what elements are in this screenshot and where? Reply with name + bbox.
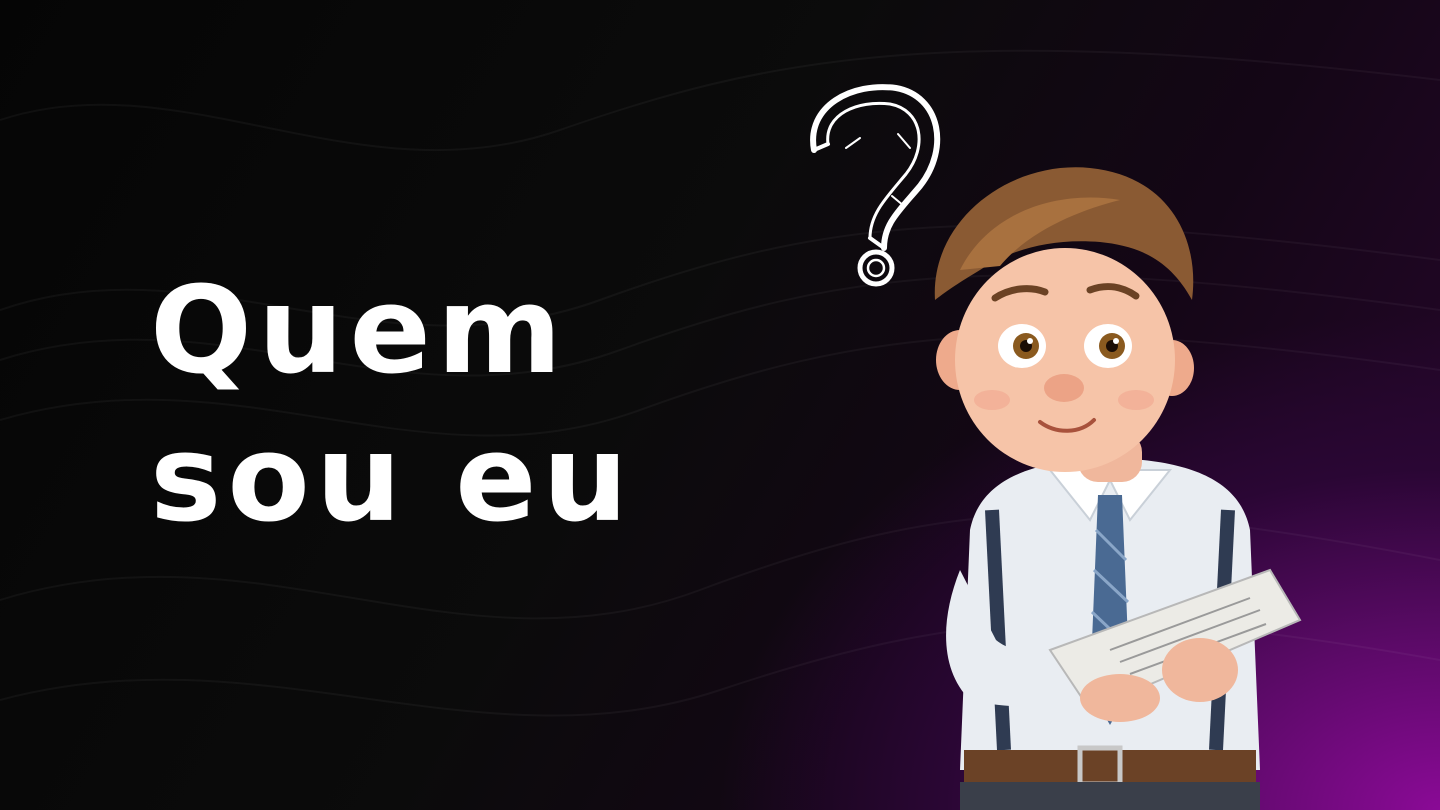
slide-title — [150, 258, 634, 554]
title-line-1: Quem — [150, 262, 568, 401]
face — [955, 248, 1175, 472]
belt — [964, 750, 1256, 782]
boy-illustration — [900, 150, 1320, 810]
title-line-2: sou eu — [150, 410, 634, 549]
